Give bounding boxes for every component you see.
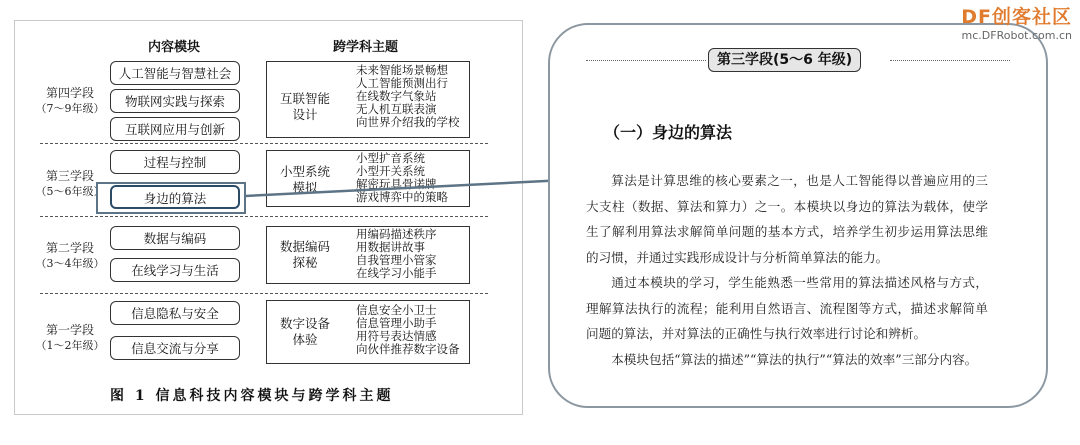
topic-title: 小型系统模拟 — [279, 164, 330, 195]
topic-item: 用符号表达情感 — [356, 329, 437, 343]
module-box: 人工智能与智慧社会 — [110, 61, 240, 85]
module-box: 数据与编码 — [110, 226, 240, 250]
highlight-frame — [97, 183, 245, 213]
column-header-modules: 内容模块 — [148, 40, 201, 55]
topic-item: 解密玩具骨诺牌 — [356, 177, 437, 191]
connector-line — [245, 179, 586, 196]
module-box: 物联网实践与探索 — [110, 89, 240, 113]
topic-item: 未来智能场景畅想 — [356, 63, 448, 77]
topic-item: 用数据讲故事 — [356, 240, 425, 254]
module-box: 信息隐私与安全 — [110, 301, 240, 325]
paragraph: 算法是计算思维的核心要素之一，也是人工智能得以普遍应用的三大支柱（数据、算法和算力）之一。本模块以身边的算法为载体，使学生了解利用算法求解简单问题的基本方式，培养学生初步运用算法思维的习惯，并通过实践形成设计与分析简单算法的能力。 — [586, 173, 988, 265]
figure-caption: 图 1 信息科技内容模块与跨学科主题 — [110, 388, 394, 404]
brand-url: mc.DFRobot.com.cn — [961, 29, 1072, 42]
brand-logo-text: DF创客社区 — [961, 6, 1072, 28]
topic-item: 向世界介绍我的学校 — [356, 115, 460, 129]
topic-item: 用编码描述秩序 — [356, 227, 437, 241]
paragraph: 本模块包括“算法的描述”“算法的执行”“算法的效率”三部分内容。 — [611, 351, 978, 367]
topic-item: 无人机互联表演 — [356, 102, 437, 116]
topic-title: 数据编码探秘 — [279, 239, 330, 270]
topic-item: 信息安全小卫士 — [356, 303, 437, 317]
stage-range: （1～2年级） — [35, 339, 105, 352]
stage-range: （5～6年级） — [35, 185, 105, 198]
column-header-topics: 跨学科主题 — [333, 40, 399, 55]
stage-banner: 第三学段(5～6 年级) — [708, 48, 861, 72]
module-box: 过程与控制 — [110, 150, 240, 174]
section-title: （一）身边的算法 — [604, 123, 733, 142]
topic-item: 小型开关系统 — [356, 164, 425, 178]
stage-name: 第三学段 — [45, 169, 94, 183]
banner-line-right — [890, 60, 1010, 61]
paragraph: 通过本模块的学习，学生能熟悉一些常用的算法描述风格与方式，理解算法执行的流程；能利用自然语言、流程图等方式，描述求解简单问题的算法，并对算法的正确性与执行效率进行讨论和辨析。 — [586, 275, 988, 341]
banner-line-left — [586, 60, 706, 61]
topic-item: 向伙伴推荐数字设备 — [356, 342, 460, 356]
topic-item: 在线学习小能手 — [356, 266, 437, 280]
topic-title: 互联智能设计 — [279, 91, 330, 122]
brand-watermark — [961, 2, 1072, 42]
topic-item: 人工智能预测出行 — [356, 76, 448, 90]
stage-name: 第二学段 — [45, 241, 94, 255]
section-body — [586, 168, 988, 372]
module-box: 在线学习与生活 — [110, 258, 240, 282]
topic-item: 信息管理小助手 — [356, 316, 437, 330]
stage-name: 第一学段 — [45, 323, 94, 337]
topic-item: 自我管理小管家 — [356, 253, 437, 267]
module-box: 互联网应用与创新 — [110, 117, 240, 141]
topic-item: 小型扩音系统 — [356, 151, 425, 165]
stage-range: （7～9年级） — [35, 102, 105, 115]
topic-item: 游戏博弈中的策略 — [356, 190, 448, 204]
module-box: 信息交流与分享 — [110, 336, 240, 360]
topic-item: 在线数字气象站 — [356, 89, 437, 103]
stage-name: 第四学段 — [45, 86, 94, 100]
topic-title: 数字设备体验 — [279, 316, 330, 347]
module-box-highlighted: 身边的算法 — [110, 185, 240, 209]
stage-range: （3～4年级） — [35, 257, 105, 270]
